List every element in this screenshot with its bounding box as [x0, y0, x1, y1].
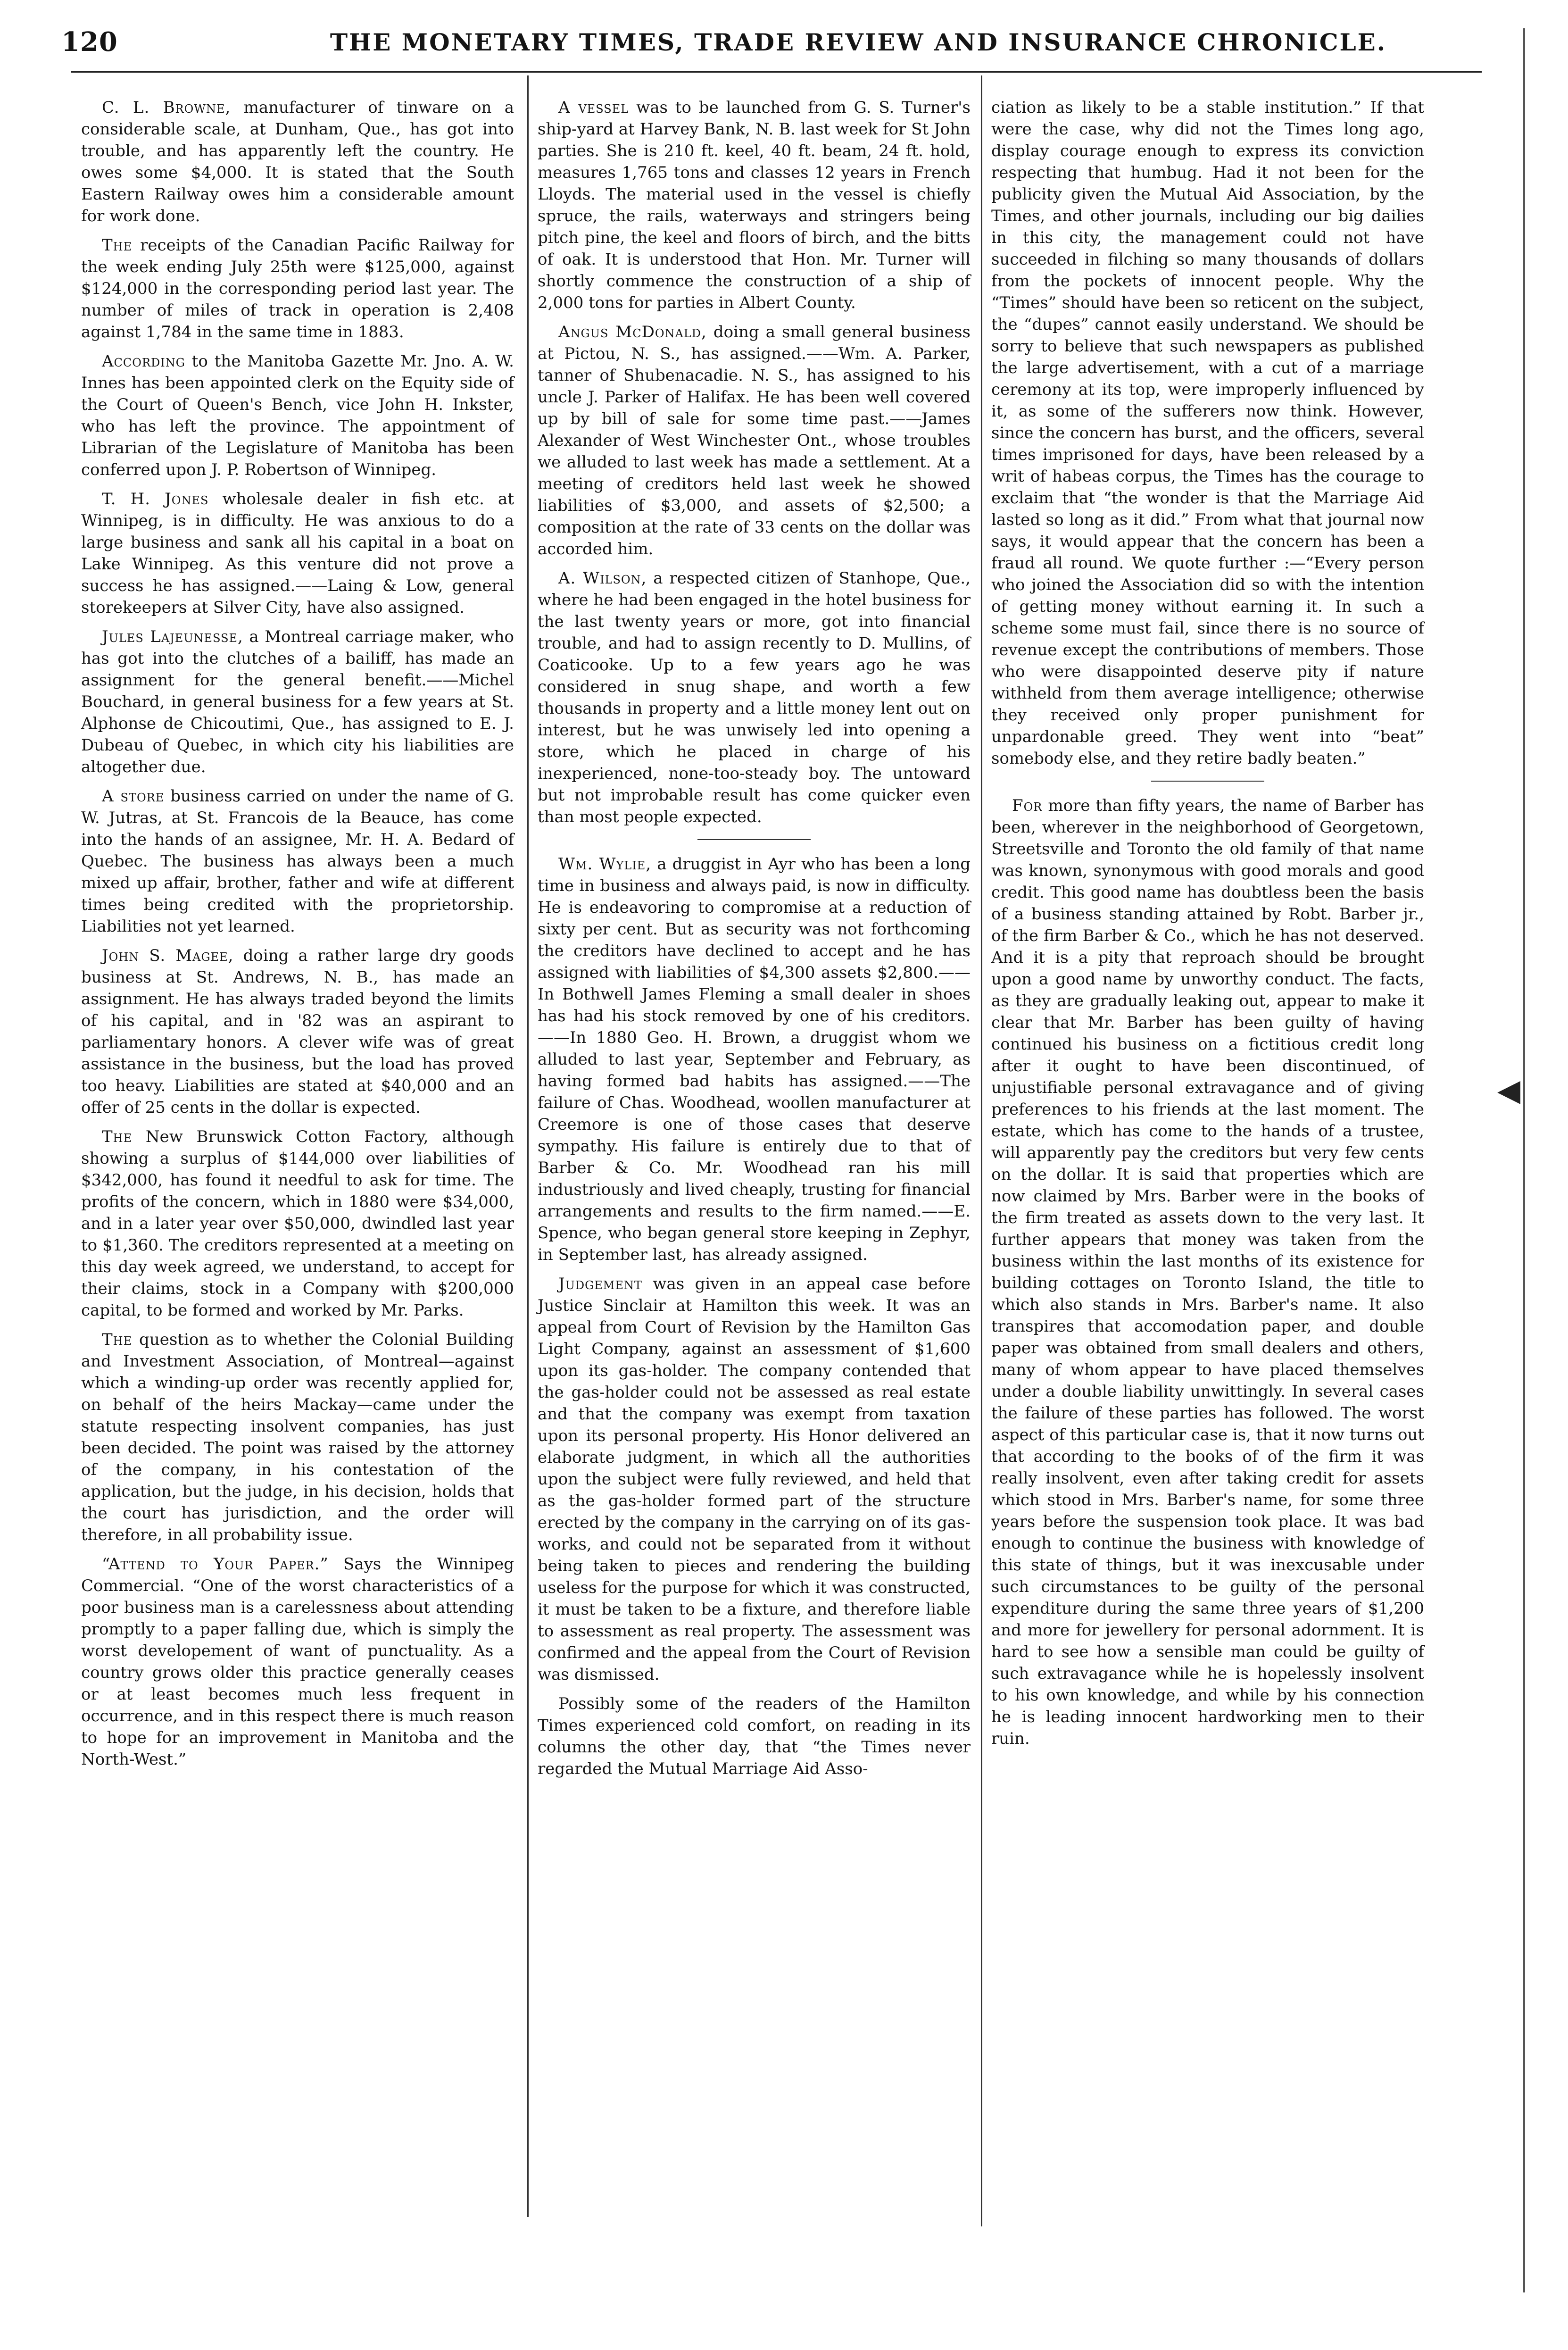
article-colonial-building — [81, 1329, 514, 1546]
page-number: 120 — [61, 26, 118, 58]
article-body: doing a small general business at Pictou, N. S., has assigned.——Wm. A. Parker, tanner of Shubenacadie. N. S., has assigned to his uncle J. Parker of Halifax. He has been well covered up by bill of sale for some time past.——James Alexander of West Winchester Ont., whose troubles we alluded to last week has made a settlement. At a meeting of creditors held last week he showed liabilities of $3,000, and assets of $2,500; a composition at the rate of 33 cents on the dollar was accorded him. — [538, 323, 971, 558]
article-judgement — [538, 1273, 971, 1685]
column-2 — [538, 97, 971, 1787]
article-body: wholesale dealer in fish etc. at Winnipeg, is in difficulty. He was anxious to do a large business and sank all his capital in a boat on Lake Winnipeg. As this venture did not prove a success he has assigned.——Laing & Low, general storekeepers at Silver City, have also assigned. — [81, 490, 514, 617]
article-lead: John S. Magee, — [102, 946, 234, 965]
article-cpr-receipts — [81, 234, 514, 343]
article-lead: A store — [102, 787, 165, 806]
article-body: a respected citizen of Stanhope, Que., where he had been engaged in the hotel business for the last twenty years or more, got into financial trouble, and had to assign recently to D. Mullins, of Coaticooke. Up to a few years ago he was considered in snug shape, and worth a few thousands in property and a little money lent out on interest, but he was unwisely led into opening a store, which he placed in charge of his inexperienced, none-too-steady boy. The untoward but not improbable result has come quicker even than most people expected. — [538, 569, 971, 826]
article-marriage-aid-continued — [991, 97, 1424, 769]
article-lajeunesse — [81, 626, 514, 778]
article-lead: Wm. Wylie, — [558, 855, 652, 874]
binding-mark-icon: ◀ — [1497, 1073, 1521, 1108]
section-rule — [697, 839, 811, 840]
running-head: THE MONETARY TIMES, TRADE REVIEW AND INSURANCE CHRONICLE. — [330, 28, 1387, 56]
binding-edge — [1523, 28, 1525, 2292]
article-body: ciation as likely to be a stable institution.” If that were the case, why did not the Times long ago, display courage enough to express its conviction respecting that humbug. Had it not been for the publicity given the Mutual Aid Association, by the Times, and other journals, including our big dailies in this city, the management could not have succeeded in filching so many thousands of dollars from the pockets of innocent people. Why the “Times” should have been so reticent on the subject, the “dupes” cannot easily understand. We should be sorry to believe that such newspapers as published the large advertisement, with a cut of a marriage ceremony at its top, were improperly influenced by it, as some of the sufferers now think. However, since the concern has burst, and the officers, several times imprisoned for days, have been released by a writ of habeas corpus, the Times has the courage to exclaim that “the wonder is that the Marriage Aid lasted so long as it did.” From what that journal now says, it would appear that the concern has been a fraud all round. We quote further :—“Every person who joined the Association did so with the intention of getting money without earning it. In such a scheme some must fail, since there is no source of revenue except the contributions of members. Those who were disappointed deserve pity if nature withheld from them average intelligence; otherwise they received only proper punishment for unpardonable greed. They went into “beat” somebody else, and they retire badly beaten.” — [991, 98, 1424, 768]
article-lead: Jules Lajeunesse, — [102, 627, 243, 646]
article-body: question as to whether the Colonial Building and Investment Association, of Montreal—against which a winding-up order was recently applied for, on behalf of the heirs Mackay—came under the statute respecting insolvent companies, has just been decided. The point was raised by the attorney of the company, in his contestation of the application, but the judge, in his decision, holds that the court has jurisdiction, and the order will therefore, in all probability issue. — [81, 1330, 514, 1544]
article-mcdonald — [538, 321, 971, 560]
article-lead: For — [1012, 796, 1043, 815]
article-browne — [81, 97, 514, 227]
article-wilson — [538, 567, 971, 828]
article-attend-paper — [81, 1553, 514, 1770]
column-3 — [991, 97, 1424, 1757]
article-body: doing a rather large dry goods business at St. Andrews, N. B., has made an assignment. He has always traded beyond the limits of his capital, and in '82 was an aspirant to parliamentary honors. A clever wife was of great assistance in the business, but the load has proved too heavy. Liabilities are stated at $40,000 and an offer of 25 cents in the dollar is expected. — [81, 946, 514, 1117]
article-magee — [81, 945, 514, 1118]
article-lead: Judgement — [558, 1275, 642, 1293]
article-body: more than fifty years, the name of Barber has been, wherever in the neighborhood of Georgetown, Streetsville and Toronto the old family of that name was known, synonymous with good morals and good credit. This good name has doubtless been the basis of a business standing attained by Robt. Barber jr., of the firm Barber & Co., which he has not deserved. And it is a pity that reproach should be brought upon a good name by unworthy conduct. The facts, as they are gradually leaking out, appear to make it clear that Mr. Barber has been guilty of having continued his business on a fictitious credit long after it ought to have been discontinued, of unjustifiable personal extravagance and of giving preferences to his friends at the last moment. The estate, which has come to the hands of a trustee, will apparently pay the creditors but very few cents on the dollar. It is said that properties which are now claimed by Mrs. Barber were in the books of the firm treated as assets down to the very last. It further appears that money was taken from the business within the last months of its existence for building cottages on Toronto Island, the title to which also stands in Mrs. Barber's name. It also transpires that accomodation paper, and double paper was obtained from small dealers and others, many of whom appear to have placed themselves under a double liability unwittingly. In several cases the failure of these parties has followed. The worst aspect of this particular case is, that it now turns out that according to the books of of the firm it was really insolvent, even after taking credit for assets which stood in Mrs. Barber's name, for some three years before the suspension took place. It was bad enough to continue the business with knowledge of this state of things, but it was inexcusable under such circumstances to be guilty of the personal expenditure during the same three years of $1,200 and more for jewellery for personal adornment. It is hard to see how a sensible man could be guilty of such extravagance while he is hopelessly insolvent to his own knowledge, and while by his connection he is leading innocent hardworking men to their ruin. — [991, 796, 1424, 1748]
article-nb-cotton — [81, 1126, 514, 1321]
article-wylie — [538, 853, 971, 1266]
header-rule — [71, 71, 1482, 73]
article-barber — [991, 795, 1424, 1750]
article-body: business carried on under the name of G. W. Jutras, at St. Francois de la Beauce, has come into the hands of an assignee, Mr. H. A. Bedard of Quebec. The business has always been a much mixed up affair, brother, father and wife at different times being credited with the proprietorship. Liabilities not yet learned. — [81, 787, 514, 936]
article-lead: The — [102, 236, 133, 255]
section-rule — [1151, 781, 1264, 782]
article-lead: The — [102, 1330, 133, 1349]
article-lead: Angus McDonald, — [558, 323, 707, 342]
article-lead: A. Wilson, — [558, 569, 647, 588]
article-lead: C. L. Browne, — [102, 98, 231, 117]
article-body: a Montreal carriage maker, who has got into the clutches of a bailiff, has made an assignment for the general benefit.——Michel Bouchard, in general business for a few years at St. Alphonse de Chicoutimi, Que., has assigned to E. J. Dubeau of Quebec, in which city his liabilities are altogether due. — [81, 627, 514, 776]
article-body: a druggist in Ayr who has been a long time in business and always paid, is now in difficulty. He is endeavoring to compromise at a reduction of sixty per cent. But as security was not forthcoming the creditors have declined to accept and he has assigned with liabilities of $4,300 assets $2,800.——In Bothwell James Fleming a small dealer in shoes has had his stock removed by one of his creditors.——In 1880 Geo. H. Brown, a druggist whom we alluded to last year, September and February, as having formed bad habits has assigned.——The failure of Chas. Woodhead, woollen manufacturer at Creemore is one of those cases that deserve sympathy. His failure is entirely due to that of Barber & Co. Mr. Woodhead ran his mill industriously and lived cheaply, trusting for financial arrangements and results to the firm named.——E. Spence, who began general store keeping in Zephyr, in September last, has already assigned. — [538, 855, 971, 1264]
article-lead: T. H. Jones — [102, 490, 209, 508]
article-body: New Brunswick Cotton Factory, although showing a surplus of $144,000 over liabilities of $342,000, has found it needful to ask for time. The profits of the concern, which in 1880 were $34,000, and in a later year over $50,000, dwindled last year to $1,360. The creditors represented at a meeting on this day week agreed, we understand, to accept for their claims, stock in a Company with $200,000 capital, to be formed and worked by Mr. Parks. — [81, 1127, 514, 1320]
article-body: Says the Winnipeg Commercial. “One of the worst characteristics of a poor business man is a carelessness about attending promptly to a paper falling due, which is simply the worst developement of want of punctuality. As a country grows older this practice generally ceases or at least becomes much less frequent in occurrence, and in this respect there is much reason to hope for an improvement in Manitoba and the North-West.” — [81, 1555, 514, 1769]
article-innes-appointment — [81, 350, 514, 481]
article-lead: The — [102, 1127, 133, 1146]
article-lead: “Attend to Your Paper.” — [102, 1555, 329, 1574]
article-lead: A vessel — [558, 98, 629, 117]
article-body: Possibly some of the readers of the Hamilton Times experienced cold comfort, on reading in its columns the other day, that “the Times never regarded the Mutual Marriage Aid Asso- — [538, 1694, 971, 1778]
article-body: manufacturer of tinware on a considerable scale, at Dunham, Que., has got into trouble, and has apparently left the country. He owes some $4,000. It is stated that the South Eastern Railway owes him a considerable amount for work done. — [81, 98, 514, 225]
article-lead: According — [102, 352, 185, 371]
article-vessel-launch — [538, 97, 971, 314]
column-divider-2 — [981, 75, 982, 2226]
column-divider-1 — [527, 75, 529, 2217]
article-jutras-store — [81, 785, 514, 937]
article-body: was given in an appeal case before Justice Sinclair at Hamilton this week. It was an appeal from Court of Revision by the Hamilton Gas Light Company, against an assessment of $1,600 upon its gas-holder. The company contended that the gas-holder could not be assessed as real estate and that the company was exempt from taxation upon its personal property. His Honor delivered an elaborate judgment, in which all the authorities upon the subject were fully reviewed, and held that as the gas-holder formed part of the structure erected by the company in the carrying on of its gas-works, and could not be separated from it without being taken to pieces and rendering the building useless for the purpose for which it was constructed, it must be taken to be a fixture, and therefore liable to assessment as real property. The assessment was confirmed and the appeal from the Court of Revision was dismissed. — [538, 1275, 971, 1684]
article-body: to the Manitoba Gazette Mr. Jno. A. W. Innes has been appointed clerk on the Equity side of the Court of Queen's Bench, vice John H. Inkster, who has left the province. The appointment of Librarian of the Legislature of Manitoba has been conferred upon J. P. Robertson of Winnipeg. — [81, 352, 514, 479]
page-header — [61, 25, 1481, 67]
article-jones — [81, 488, 514, 618]
article-hamilton-times — [538, 1693, 971, 1780]
article-body: was to be launched from G. S. Turner's ship-yard at Harvey Bank, N. B. last week for St John parties. She is 210 ft. keel, 40 ft. beam, 24 ft. hold, measures 1,765 tons and classes 12 years in French Lloyds. The material used in the vessel is chiefly spruce, the rails, waterways and stringers being pitch pine, the keel and floors of birch, and the bitts of oak. It is understood that Hon. Mr. Turner will shortly commence the construction of a ship of 2,000 tons for parties in Albert County. — [538, 98, 971, 312]
article-body: receipts of the Canadian Pacific Railway for the week ending July 25th were $125,000, against $124,000 in the corresponding period last year. The number of miles of track in operation is 2,408 against 1,784 in the same time in 1883. — [81, 236, 514, 342]
column-1 — [81, 97, 514, 1778]
